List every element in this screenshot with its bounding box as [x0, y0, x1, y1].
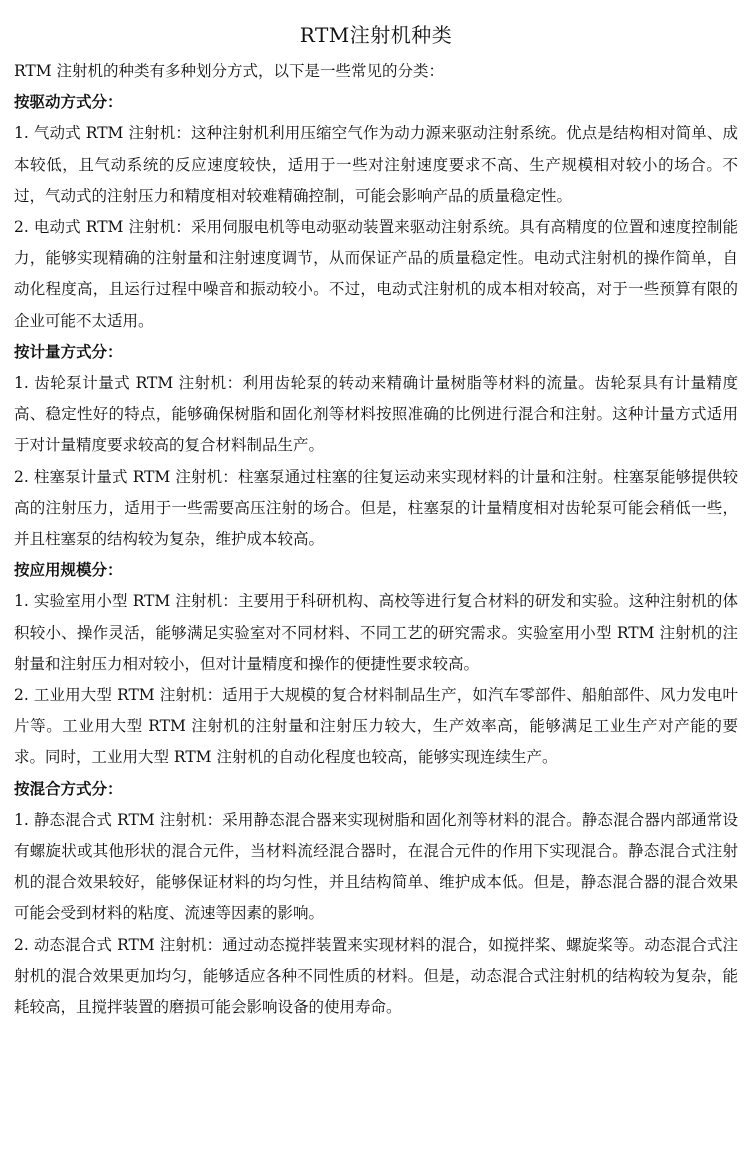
- item-plunger-pump: 2. 柱塞泵计量式 RTM 注射机：柱塞泵通过柱塞的往复运动来实现材料的计量和注射。柱塞泵能够提供较高的注射压力，适用于一些需要高压注射的场合。但是，柱塞泵的计量精度相对齿轮泵可能会稍低一些，并且柱塞泵的结构较为复杂，维护成本较高。: [14, 467, 738, 549]
- section-scale: [14, 555, 738, 773]
- page-title: RTM注射机种类: [299, 23, 453, 47]
- section-metering: [14, 337, 738, 555]
- item-gear-pump: 1. 齿轮泵计量式 RTM 注射机：利用齿轮泵的转动来精确计量树脂等材料的流量。齿轮泵具有计量精度高、稳定性好的特点，能够确保树脂和固化剂等材料按照准确的比例进行混合和注射。这种计量方式适用于对计量精度要求较高的复合材料制品生产。: [14, 374, 738, 455]
- item-electric: 2. 电动式 RTM 注射机：采用伺服电机等电动驱动装置来驱动注射系统。具有高精度的位置和速度控制能力，能够实现精确的注射量和注射速度调节，从而保证产品的质量稳定性。电动式注射机的操作简单，自动化程度高，且运行过程中噪音和振动较小。不过，电动式注射机的成本相对较高，对于一些预算有限的企业可能不太适用。: [14, 218, 738, 330]
- item-lab-small: 1. 实验室用小型 RTM 注射机：主要用于科研机构、高校等进行复合材料的研发和实验。这种注射机的体积较小、操作灵活，能够满足实验室对不同材料、不同工艺的研究需求。实验室用小型 RTM 注射机的注射量和注射压力相对较小，但对计量精度和操作的便捷性要求较高。: [14, 592, 738, 673]
- intro-paragraph: RTM 注射机的种类有多种划分方式，以下是一些常见的分类：: [14, 62, 445, 80]
- section-heading-scale: 按应用规模分：: [14, 561, 123, 580]
- section-heading-drive: 按驱动方式分：: [14, 93, 123, 112]
- section-heading-metering: 按计量方式分：: [14, 342, 123, 361]
- item-industrial-large: 2. 工业用大型 RTM 注射机：适用于大规模的复合材料制品生产，如汽车零部件、船舶部件、风力发电叶片等。工业用大型 RTM 注射机的注射量和注射压力较大，生产效率高，能够满足工业生产对产能的要求。同时，工业用大型 RTM 注射机的自动化程度也较高，能够实现连续生产。: [14, 686, 738, 767]
- section-drive: [14, 87, 738, 337]
- item-static-mixing: 1. 静态混合式 RTM 注射机：采用静态混合器来实现树脂和固化剂等材料的混合。静态混合器内部通常设有螺旋状或其他形状的混合元件，当材料流经混合器时，在混合元件的作用下实现混合。静态混合式注射机的混合效果较好，能够保证材料的均匀性，并且结构简单、维护成本低。但是，静态混合器的混合效果可能会受到材料的粘度、流速等因素的影响。: [14, 810, 738, 923]
- section-heading-mixing: 按混合方式分：: [14, 779, 123, 798]
- document-page: [14, 18, 738, 1023]
- item-pneumatic: 1. 气动式 RTM 注射机：这种注射机利用压缩空气作为动力源来驱动注射系统。优点是结构相对简单、成本较低，且气动系统的反应速度较快，适用于一些对注射速度要求不高、生产规模相对较小的场合。不过，气动式的注射压力和精度相对较难精确控制，可能会影响产品的质量稳定性。: [14, 124, 738, 205]
- section-mixing: [14, 774, 738, 1024]
- item-dynamic-mixing: 2. 动态混合式 RTM 注射机：通过动态搅拌装置来实现材料的混合，如搅拌桨、螺旋桨等。动态混合式注射机的混合效果更加均匀，能够适应各种不同性质的材料。但是，动态混合式注射机的结构较为复杂，能耗较高，且搅拌装置的磨损可能会影响设备的使用寿命。: [14, 935, 738, 1017]
